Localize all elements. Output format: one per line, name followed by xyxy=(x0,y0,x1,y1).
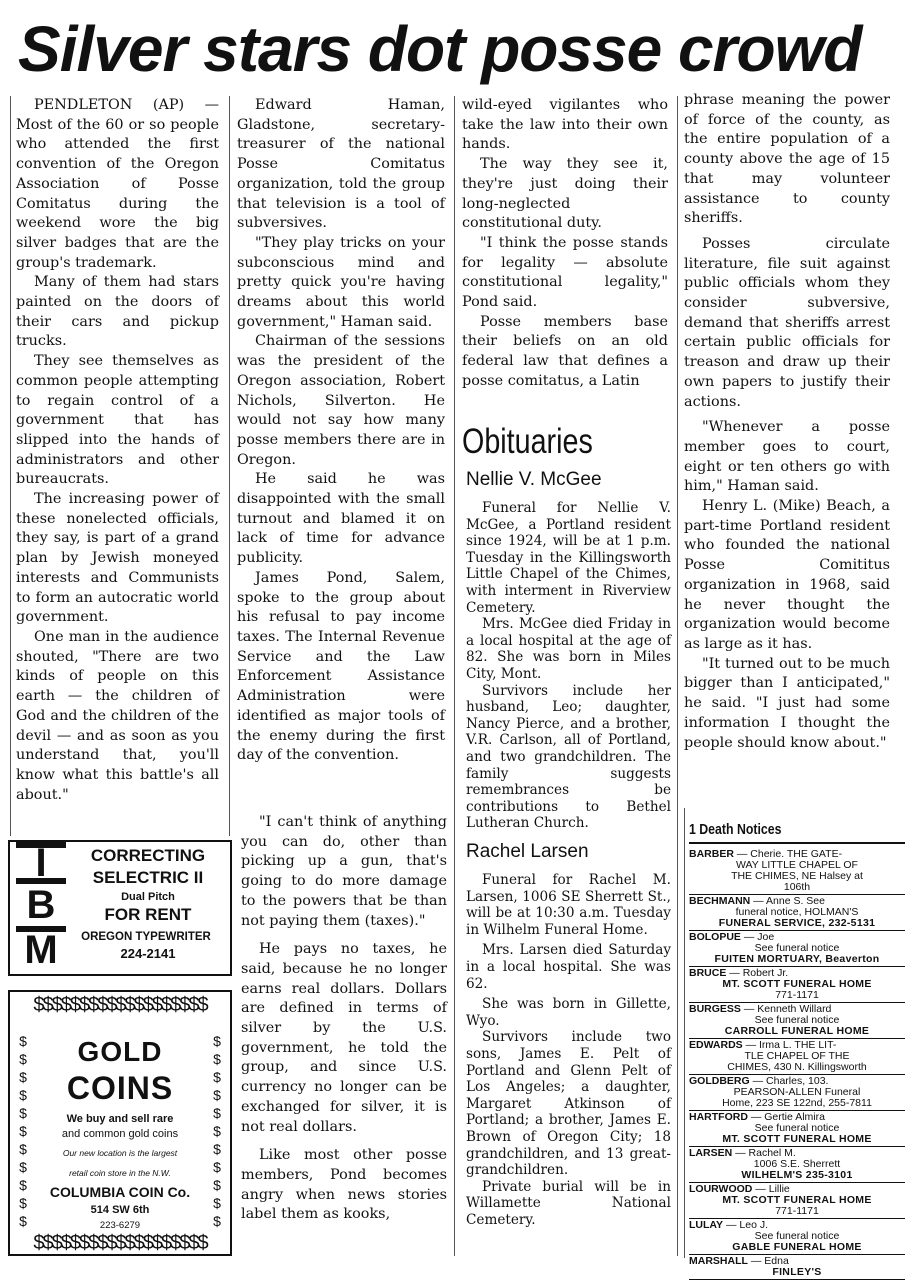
deceased-surname: BECHMANN xyxy=(689,895,751,907)
logo-letter: I xyxy=(16,842,66,884)
notice-detail-line: MT. SCOTT FUNERAL HOME xyxy=(722,1194,872,1206)
deceased-surname: MARSHALL xyxy=(689,1255,748,1267)
notice-detail-line: funeral notice, HOLMAN'S xyxy=(735,906,859,918)
paragraph: PENDLETON (AP) — Most of the 60 or so people who attended the first convention of the Oregon Association of Posse Comitatus during the weekend wore the big silver badges that are the group's trademark. xyxy=(16,97,219,271)
gold-coins-ad xyxy=(8,990,232,1256)
paragraph: "I think the posse stands for legality — absolute constitutional legality," Pond said. xyxy=(462,234,668,311)
paragraph: He pays no taxes, he said, because he no longer earns real dollars. Dollars are defined in terms of silver by the U.S. government, he told the group, and since U.S. currency no longer can be exchanged for silver, it is not real dollars. xyxy=(241,941,447,1135)
death-notice-item: BURGESS — Kenneth Willard See funeral notice CARROLL FUNERAL HOME xyxy=(689,1003,905,1039)
death-notice-item: BARBER — Cherie. THE GATE- WAY LITTLE CHAPEL OF THE CHIMES, NE Halsey at 106th xyxy=(689,848,905,895)
notice-detail-line: MT. SCOTT FUNERAL HOME xyxy=(722,978,872,990)
ad-phone: 223-6279 xyxy=(99,1220,141,1231)
paragraph: Posses circulate literature, file suit against public officials whom they consider subversive, demand that sheriffs arrest certain public officials for treason and draw up their own papers to justify their actions. xyxy=(684,235,890,410)
notice-detail-line: WAY LITTLE CHAPEL OF xyxy=(736,859,858,871)
paragraph: phrase meaning the power of force of the county, as the entire population of a county above the age of 15 that may volunteer assistance to county sheriffs. xyxy=(684,92,890,227)
paragraph: "They play tricks on your subconscious mind and pretty quick you're having dreams about this world government," Haman said. xyxy=(237,234,445,330)
death-notice-item: BECHMANN — Anne S. See funeral notice, HOLMAN'S FUNERAL SERVICE, 232-5131 xyxy=(689,895,905,931)
paragraph: Private burial will be in Willamette National Cemetery. xyxy=(466,1178,671,1228)
column-rule xyxy=(454,96,455,1256)
deceased-surname: HARTFORD xyxy=(689,1111,748,1123)
paragraph: Survivors include her husband, Leo; daughter, Nancy Pierce, and a brother, V.R. Carlson, all of Portland, and two grandchildren. The family suggests remembrances be contributions to Bethel Lutheran Church. xyxy=(466,682,671,832)
deceased-surname: LOURWOOD xyxy=(689,1183,753,1195)
deceased-surname: BURGESS xyxy=(689,1003,741,1015)
ad-line: SELECTRIC II xyxy=(92,868,204,887)
ad-line: FOR RENT xyxy=(104,905,192,924)
obituary-name: Rachel Larsen xyxy=(466,841,589,862)
paragraph: One man in the audience shouted, "There are two kinds of people on this earth — the children of God and the children of the devil — and as soon as you understand that, you'll know what this battle's all about." xyxy=(16,628,219,803)
death-notice-item: LARSEN — Rachel M. 1006 S.E. Sherrett WILHELM'S 235-3101 xyxy=(689,1147,905,1183)
notice-detail-line: WILHELM'S 235-3101 xyxy=(741,1169,853,1181)
notice-detail-line: See funeral notice xyxy=(754,1122,840,1134)
notice-detail-line: MT. SCOTT FUNERAL HOME xyxy=(722,1133,872,1145)
paragraph: "Whenever a posse member goes to court, eight or ten others go with him," Haman said. xyxy=(684,419,890,495)
paragraph: Posse members base their beliefs on an old federal law that defines a posse comitatus, a Latin xyxy=(462,313,668,389)
dollar-border: $$$$$$$$$$$$$$$$$$$ xyxy=(33,1232,207,1254)
deceased-given-name: Lillie xyxy=(768,1183,790,1195)
notice-detail-line: FUITEN MORTUARY, Beaverton xyxy=(714,953,880,965)
column-rule xyxy=(10,96,11,836)
ad-line: 224-2141 xyxy=(120,946,176,961)
column-rule xyxy=(229,96,230,836)
death-notice-item: LOURWOOD — Lillie MT. SCOTT FUNERAL HOME 771-1171 xyxy=(689,1183,905,1219)
paragraph: She was born in Gillette, Wyo. xyxy=(466,996,671,1029)
death-notices-list xyxy=(689,848,905,1280)
obituaries-heading: Obituaries xyxy=(462,422,593,461)
dollar-border-side: $ $ $ $ $ $ $ $ $ $ $ xyxy=(213,1033,221,1229)
obituary-body xyxy=(466,872,671,1228)
paragraph: James Pond, Salem, spoke to the group about his refusal to pay income taxes. The Internal Revenue Service and the Law Enforcement Assistance Administration were identified as major tools of the enemy during the first day of the convention. xyxy=(237,569,445,764)
notice-detail-line: See funeral notice xyxy=(754,1230,840,1242)
obituary-name: Nellie V. McGee xyxy=(466,469,602,490)
dollar-border-side: $ $ $ $ $ $ $ $ $ $ $ xyxy=(19,1033,27,1229)
paragraph: Like most other posse members, Pond becomes angry when news stories label them as kooks, xyxy=(241,1147,447,1223)
deceased-surname: BOLOPUE xyxy=(689,931,741,943)
column-rule xyxy=(677,96,678,1256)
story-column-4 xyxy=(684,91,890,753)
ad-line: Our new location is the largest xyxy=(62,1148,178,1158)
death-notice-item: GOLDBERG — Charles, 103. PEARSON-ALLEN Funeral Home, 223 SE 122nd, 255-7811 xyxy=(689,1075,905,1111)
story-column-2-continued xyxy=(241,813,447,1234)
deceased-given-name: Edna xyxy=(764,1255,789,1267)
deceased-given-name: Cherie. THE GATE- xyxy=(750,848,843,860)
paragraph: Mrs. Larsen died Saturday in a local hospital. She was 62. xyxy=(466,942,671,992)
ad-shop-name: COLUMBIA COIN Co. xyxy=(49,1184,191,1200)
notice-detail-line: THE CHIMES, NE Halsey at xyxy=(731,870,863,882)
death-notice-item: BRUCE — Robert Jr. MT. SCOTT FUNERAL HOME 771-1171 xyxy=(689,967,905,1003)
ibm-logo xyxy=(16,841,66,972)
death-notice-item: LULAY — Leo J. See funeral notice GABLE FUNERAL HOME xyxy=(689,1219,905,1255)
paragraph: Chairman of the sessions was the president of the Oregon association, Robert Nichols, Silverton. He would not say how many posse members there are in Oregon. xyxy=(237,333,445,468)
notice-detail-line: FINLEY'S xyxy=(772,1266,822,1278)
dollar-border: $$$$$$$$$$$$$$$$$$$ xyxy=(33,994,207,1016)
ad-address: 514 SW 6th xyxy=(90,1204,150,1216)
deceased-given-name: Gertie Almira xyxy=(764,1111,825,1123)
paragraph: wild-eyed vigilantes who take the law into their own hands. xyxy=(462,97,668,153)
deceased-surname: LULAY xyxy=(689,1219,724,1231)
deceased-given-name: Robert Jr. xyxy=(742,967,789,979)
obituary-body xyxy=(466,500,671,832)
paragraph: Survivors include two sons, James E. Pelt of Portland and Glenn Pelt of Los Angeles; a daughter, Margaret Atkinson of Portland; a brother, James E. Brown of Oregon City; 18 grandchildren, and 13 great-grandchildren. xyxy=(466,1029,671,1179)
deceased-surname: GOLDBERG xyxy=(689,1075,750,1087)
paragraph: Funeral for Rachel M. Larsen, 1006 SE Sherrett St., will be at 10:30 a.m. Tuesday in Wilhelm Funeral Home. xyxy=(466,872,671,938)
deceased-given-name: Charles, 103. xyxy=(766,1075,829,1087)
death-notices-title: 1 Death Notices xyxy=(689,822,782,838)
paragraph: "I can't think of anything you can do, other than picking up a gun, that's going to do more damage to the powers that be than not paying them (taxes)." xyxy=(241,814,447,929)
headline: Silver stars dot posse crowd xyxy=(18,13,862,85)
paragraph: They see themselves as common people attempting to regain control of a government that has slipped into the hands of administrators and other bureaucrats. xyxy=(16,353,219,488)
death-notice-item: BOLOPUE — Joe See funeral notice FUITEN MORTUARY, Beaverton xyxy=(689,931,905,967)
paragraph: The increasing power of these nonelected officials, they say, is part of a grand plan by Jewish moneyed interests and Communists to form an autocratic world government. xyxy=(16,491,219,626)
paragraph: He said he was disappointed with the small turnout and blamed it on lack of time for advance publicity. xyxy=(237,471,445,567)
ad-line: CORRECTING xyxy=(90,846,206,865)
notice-detail-line: See funeral notice xyxy=(754,942,840,954)
paragraph: Edward Haman, Gladstone, secretary-treasurer of the national Posse Comitatus organization, told the group that television is a tool of subversives. xyxy=(237,97,445,232)
deceased-surname: LARSEN xyxy=(689,1147,733,1159)
logo-letter: B xyxy=(26,883,56,927)
deceased-given-name: Rachel M. xyxy=(748,1147,796,1159)
ad-title: COINS xyxy=(66,1070,174,1106)
deceased-given-name: Anne S. See xyxy=(766,895,825,907)
deceased-given-name: Leo J. xyxy=(739,1219,768,1231)
ad-line: Dual Pitch xyxy=(121,891,175,903)
notice-detail-line: CARROLL FUNERAL HOME xyxy=(724,1025,870,1037)
paragraph: Many of them had stars painted on the doors of their cars and pickup trucks. xyxy=(16,274,219,350)
deceased-surname: BRUCE xyxy=(689,967,727,979)
ad-line: and common gold coins xyxy=(61,1128,179,1140)
logo-letter: M xyxy=(16,926,66,968)
deceased-given-name: Joe xyxy=(757,931,775,943)
divider xyxy=(689,842,905,844)
paragraph: The way they see it, they're just doing their long-neglected constitutional duty. xyxy=(462,156,668,232)
death-notice-item: HARTFORD — Gertie Almira See funeral notice MT. SCOTT FUNERAL HOME xyxy=(689,1111,905,1147)
story-column-3 xyxy=(462,96,668,392)
paragraph: Henry L. (Mike) Beach, a part-time Portland resident who founded the national Posse Comititus organization in 1968, said he never thought the organization would become as large as it has. xyxy=(684,498,890,652)
death-notice-item: EDWARDS — Irma L. THE LIT- TLE CHAPEL OF THE CHIMES, 430 N. Killingsworth xyxy=(689,1039,905,1075)
deceased-surname: EDWARDS xyxy=(689,1039,743,1051)
notice-detail-line: See funeral notice xyxy=(754,1014,840,1026)
ad-title: GOLD xyxy=(77,1036,163,1067)
ad-line: OREGON TYPEWRITER xyxy=(81,931,211,943)
paragraph: Mrs. McGee died Friday in a local hospital at the age of 82. She was born in Miles City, Mont. xyxy=(466,616,671,682)
story-column-2 xyxy=(237,96,445,766)
notice-detail-line: PEARSON-ALLEN Funeral xyxy=(733,1086,861,1098)
notice-detail-line: 106th xyxy=(783,881,811,893)
paragraph: "It turned out to be much bigger than I anticipated," he said. "I just had some information I thought the people should know about." xyxy=(684,655,890,751)
deceased-surname: BARBER xyxy=(689,848,734,860)
deceased-given-name: Irma L. THE LIT- xyxy=(759,1039,837,1051)
deceased-given-name: Kenneth Willard xyxy=(757,1003,832,1015)
typewriter-ad xyxy=(8,840,232,976)
notice-detail-line: TLE CHAPEL OF THE xyxy=(744,1050,850,1062)
notice-detail-line: FUNERAL SERVICE, 232-5131 xyxy=(718,917,876,929)
notice-detail-line: GABLE FUNERAL HOME xyxy=(732,1241,862,1253)
notice-detail-line: 771-1171 xyxy=(775,989,819,1001)
notice-detail-line: 1006 S.E. Sherrett xyxy=(753,1158,841,1170)
ad-line: retail coin store in the N.W. xyxy=(69,1168,171,1178)
death-notices xyxy=(684,808,905,1278)
notice-detail-line: 771-1171 xyxy=(775,1205,819,1217)
story-column-1 xyxy=(16,96,219,805)
notice-detail-line: CHIMES, 430 N. Killingsworth xyxy=(727,1061,867,1073)
death-notice-item: MARSHALL — Edna FINLEY'S xyxy=(689,1255,905,1280)
paragraph: Funeral for Nellie V. McGee, a Portland resident since 1924, will be at 1 p.m. Tuesday in the Killingsworth Little Chapel of the Chimes, with interment in Riverview Cemetery. xyxy=(466,500,671,616)
notice-detail-line: Home, 223 SE 122nd, 255-7811 xyxy=(722,1097,872,1109)
ad-line: We buy and sell rare xyxy=(66,1113,174,1125)
